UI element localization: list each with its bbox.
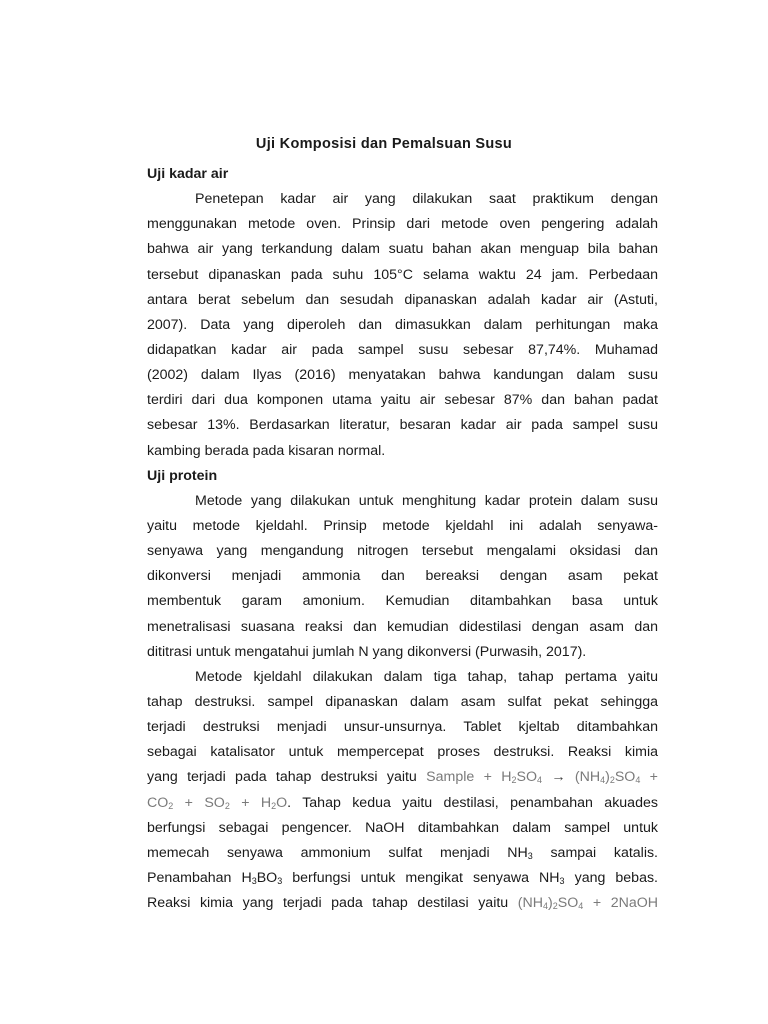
formula-part: O: [276, 794, 288, 811]
formula-part: ): [605, 769, 610, 786]
paragraph-line: senyawa yang mengandung nitrogen tersebut mengalami oksidasi dan: [147, 543, 658, 560]
formula-part: (NH: [517, 895, 543, 912]
formula-part: SO: [614, 769, 636, 786]
reaction-formula: [518, 895, 658, 911]
paragraph-line: (2002) dalam Ilyas (2016) menyatakan bahwa kandungan dalam susu: [147, 367, 658, 384]
paragraph-line: 2007). Data yang diperoleh dan dimasukkan dalam perhitungan maka: [147, 316, 658, 333]
paragraph-line: tahap destruksi. sampel dipanaskan dalam asam sulfat pekat sehingga: [147, 693, 658, 710]
formula-plus: +: [184, 794, 193, 811]
formula-part: H: [260, 794, 272, 811]
line-text: yang terjadi pada tahap destruksi yaitu: [147, 769, 417, 786]
formula-sample: Sample: [426, 769, 475, 786]
line-text: . Tahap kedua yaitu destilasi, penambahan akuades: [287, 794, 658, 811]
formula-part: SO: [204, 794, 225, 811]
formula-sub: 2: [511, 775, 517, 786]
line-text: memecah senyawa ammonium sulfat menjadi NH: [147, 844, 528, 861]
document-body: [147, 162, 658, 916]
paragraph-line-distillation-reaction: [147, 891, 658, 916]
formula-sub: 4: [542, 901, 548, 912]
formula-sub: 4: [536, 775, 542, 786]
formula-sub: 4: [578, 901, 584, 912]
formula-sub: 3: [559, 875, 565, 886]
paragraph-line: Penetepan kadar air yang dilakukan saat praktikum dengan: [195, 191, 658, 208]
section-heading-kadar-air: Uji kadar air: [147, 166, 229, 182]
formula-sub: 2: [224, 800, 230, 811]
document-title: Uji Komposisi dan Pemalsuan Susu: [255, 136, 513, 152]
paragraph-line: kambing berada pada kisaran normal.: [147, 442, 386, 459]
paragraph-line-destruction-reaction: [147, 765, 658, 790]
formula-sub: 2: [552, 901, 558, 912]
paragraph-line: tersebut dipanaskan pada suhu 105°C selama waktu 24 jam. Perbedaan: [147, 266, 658, 283]
paragraph-line: berfungsi sebagai pengencer. NaOH ditambahkan dalam sampel untuk: [147, 819, 658, 836]
paragraph-line: terdiri dari dua komponen utama yaitu air sebesar 87% dan bahan padat: [147, 392, 658, 409]
paragraph-line: yaitu metode kjeldahl. Prinsip metode kjeldahl ini adalah senyawa-: [147, 517, 658, 534]
paragraph-line: antara berat sebelum dan sesudah dipanaskan adalah kadar air (Astuti,: [147, 291, 658, 308]
formula-part: H: [501, 769, 512, 786]
formula-sub: 2: [271, 800, 277, 811]
formula-plus: +: [483, 769, 492, 786]
paragraph-line: terjadi destruksi menjadi unsur-unsurnya. Tablet kjeltab ditambahkan: [147, 719, 658, 736]
paragraph-line: menggunakan metode oven. Prinsip dari metode oven pengering adalah: [147, 216, 658, 233]
paragraph-line: sebagai katalisator untuk mempercepat proses destruksi. Reaksi kimia: [147, 744, 658, 761]
formula-part: (NH: [574, 769, 601, 786]
line-text: berfungsi untuk mengikat senyawa NH: [282, 869, 560, 886]
formula-part: CO: [147, 794, 169, 811]
reaction-formula: [147, 795, 287, 811]
formula-sub: 2: [168, 800, 174, 811]
formula-plus: +: [241, 794, 250, 811]
paragraph-line: dikonversi menjadi ammonia dan bereaksi dengan asam pekat: [147, 568, 658, 585]
line-text: sampai katalis.: [532, 844, 659, 861]
formula-part: + 2NaOH: [583, 895, 659, 912]
formula-sub: 3: [251, 875, 257, 886]
arrow-icon: →: [551, 769, 566, 786]
formula-sub: 4: [635, 775, 641, 786]
paragraph-line: [147, 841, 658, 866]
paragraph-line: didapatkan kadar air pada sampel susu sebesar 87,74%. Muhamad: [147, 341, 658, 358]
formula-sub: 2: [609, 775, 615, 786]
section-heading-protein: Uji protein: [147, 467, 218, 484]
paragraph-line: bahwa air yang terkandung dalam suatu bahan akan menguap bila bahan: [147, 241, 658, 258]
formula-plus: +: [649, 769, 658, 786]
line-text: BO: [256, 869, 278, 886]
paragraph-line: Metode yang dilakukan untuk menghitung kadar protein dalam susu: [195, 492, 658, 509]
paragraph-line: sebesar 13%. Berdasarkan literatur, besaran kadar air pada sampel susu: [147, 417, 658, 434]
paragraph-line-reaction-products: [147, 791, 658, 816]
paragraph-line: Metode kjeldahl dilakukan dalam tiga tahap, tahap pertama yaitu: [195, 668, 658, 685]
line-text: yang bebas.: [564, 869, 658, 886]
paragraph-line: membentuk garam amonium. Kemudian ditambahkan basa untuk: [147, 593, 658, 610]
line-text: Reaksi kimia yang terjadi pada tahap destilasi yaitu: [147, 895, 518, 912]
formula-part: ): [548, 895, 553, 912]
reaction-formula: [426, 769, 658, 785]
paragraph-line: dititrasi untuk mengatahui jumlah N yang dikonversi (Purwasih, 2017).: [147, 643, 587, 660]
formula-part: SO: [516, 769, 537, 786]
line-text: Penambahan H: [147, 869, 252, 886]
formula-sub: 3: [277, 875, 283, 886]
formula-sub: 4: [600, 775, 606, 786]
formula-part: SO: [557, 895, 579, 912]
paragraph-line: menetralisasi suasana reaksi dan kemudian didestilasi dengan asam dan: [147, 618, 658, 635]
paragraph-line: [147, 866, 658, 891]
formula-sub: 3: [527, 850, 533, 861]
